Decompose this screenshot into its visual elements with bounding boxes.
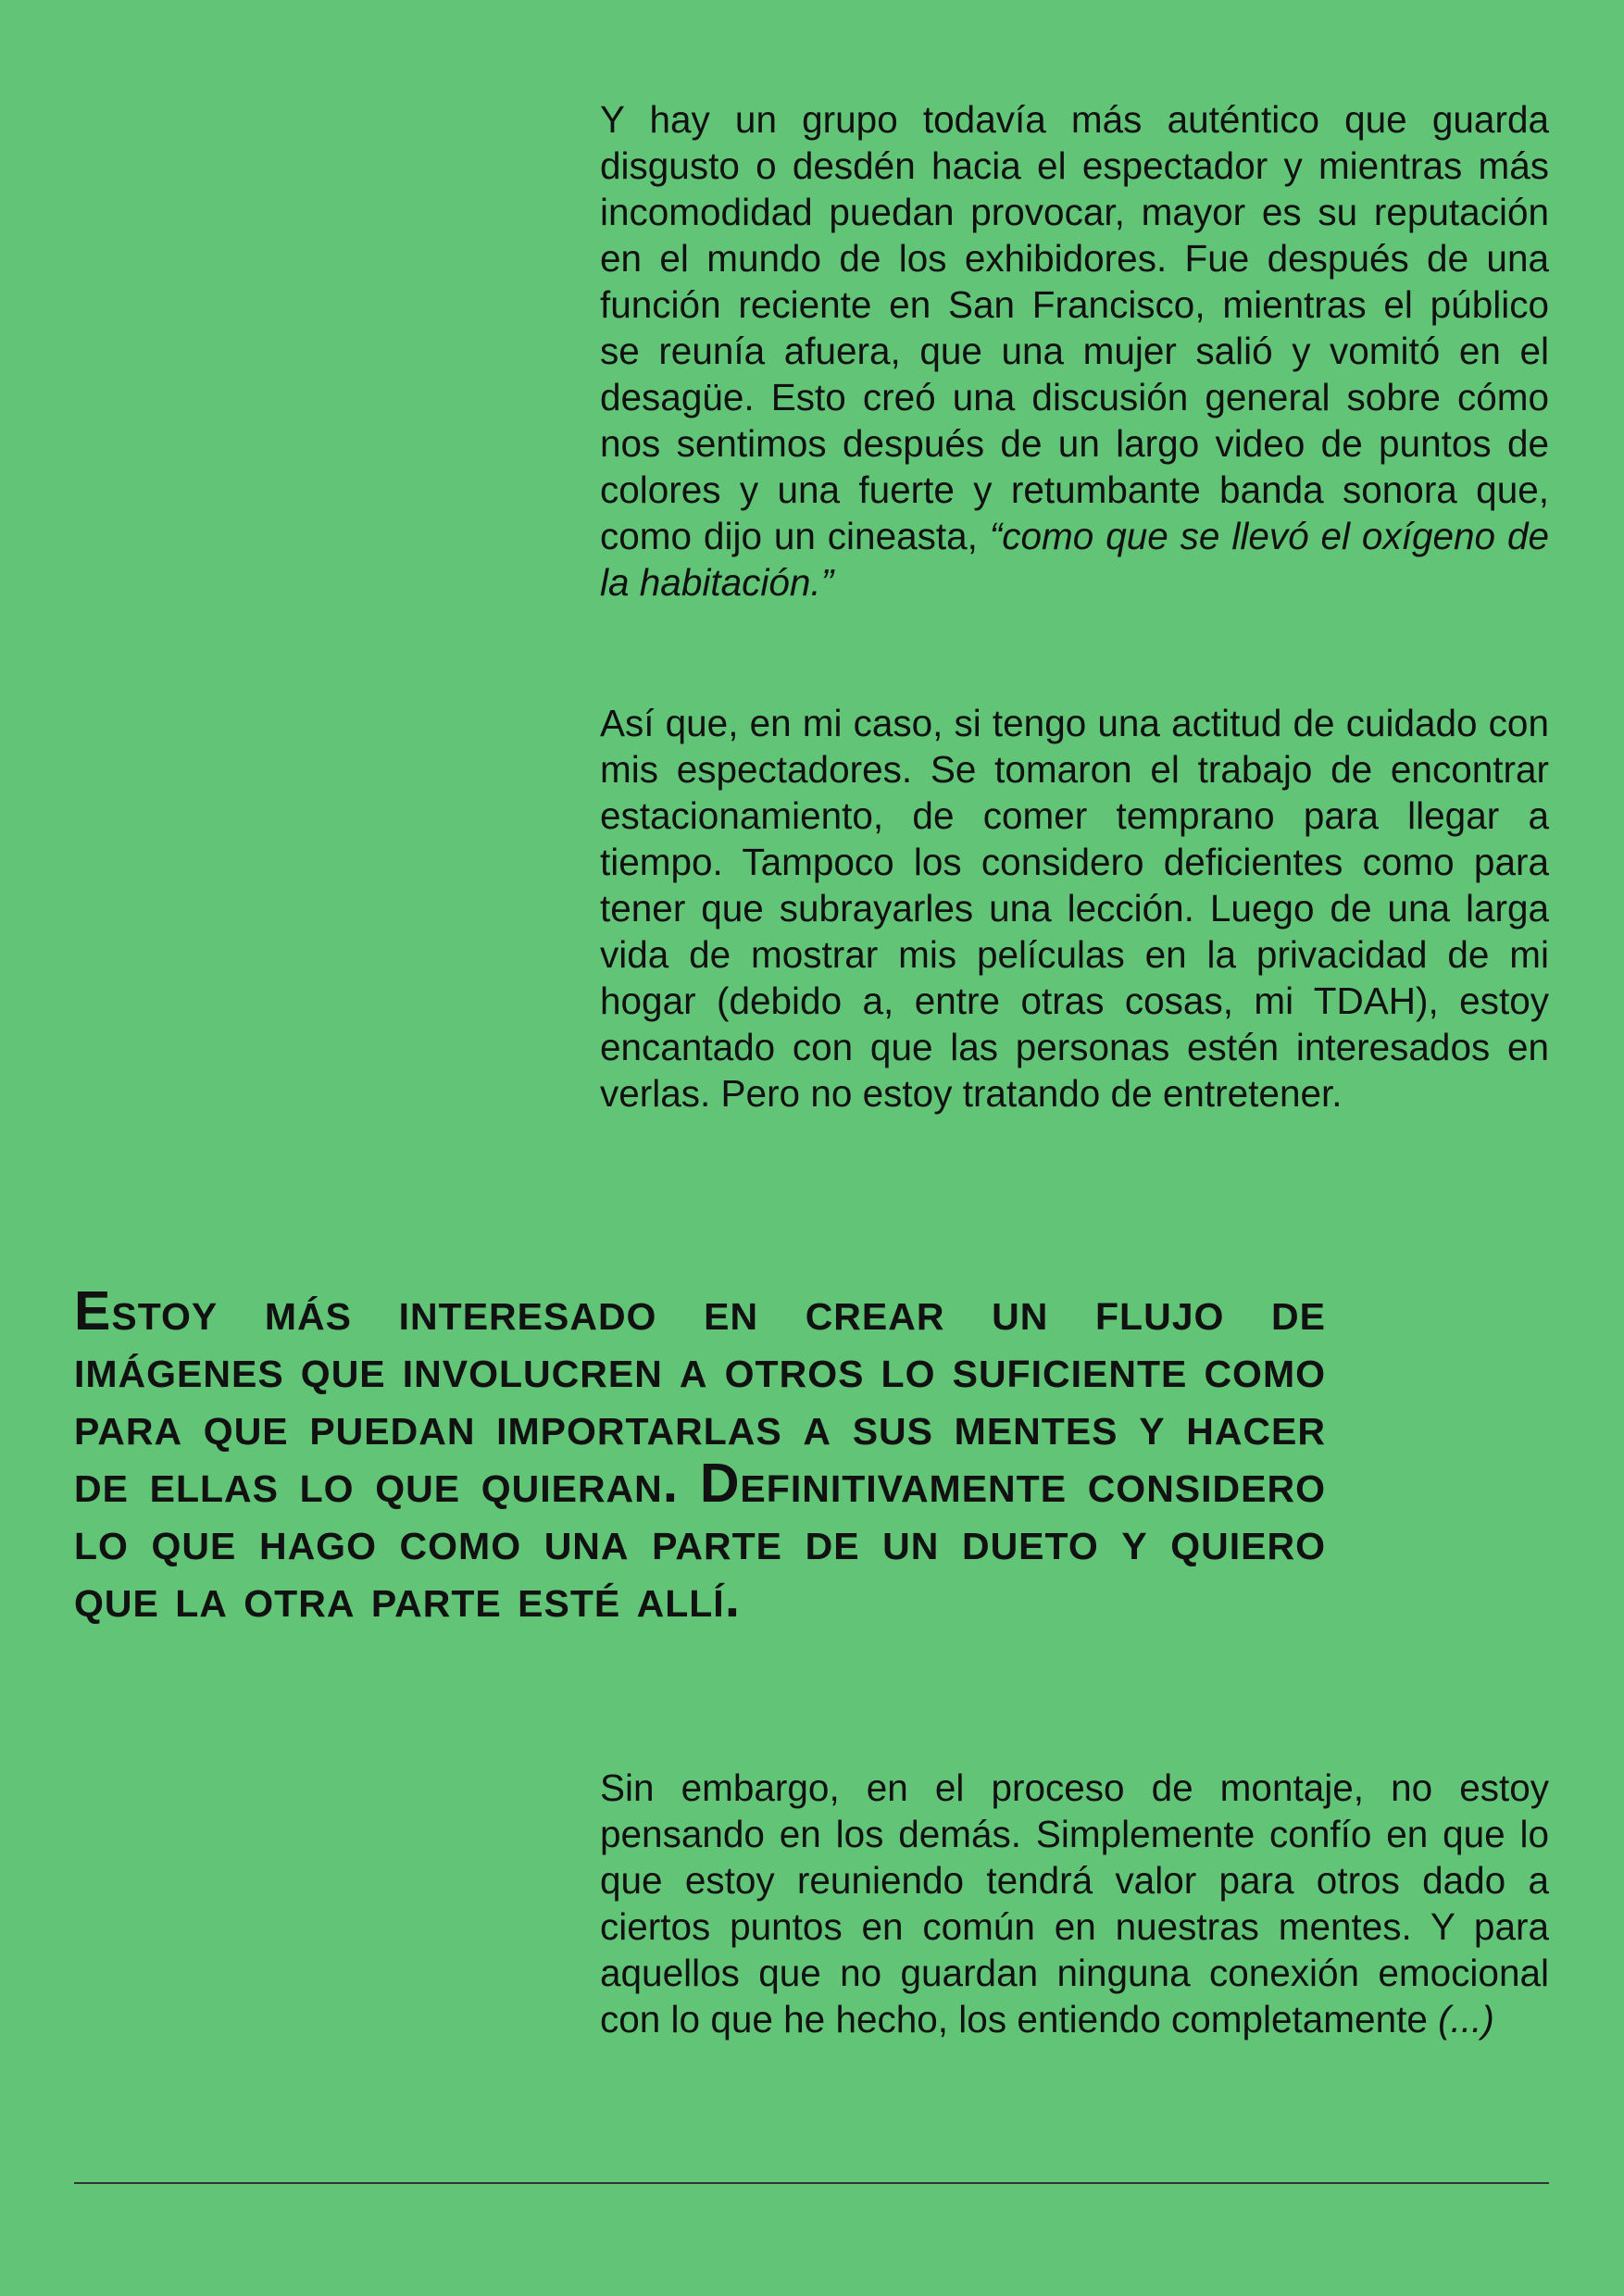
paragraph-1-quote: “como que se llevó el oxígeno de la habitación.” [600, 515, 1549, 604]
pull-quote-initial-1: E [74, 1280, 112, 1341]
body-paragraph-1 [600, 96, 1549, 605]
pull-quote-initial-2: D [699, 1453, 741, 1514]
pull-quote-sentence-1: stoy más interesado en crear un flujo de imágenes que involucren a otros lo suficiente como para que puedan importarlas a sus mentes y hacer de ellas lo que quieran. [74, 1280, 1326, 1514]
body-paragraph-3 [600, 1765, 1549, 2042]
paragraph-3-text: Sin embargo, en el proceso de montaje, no estoy pensando en los demás. Simplemente confío en que lo que estoy reuniendo tendrá valor para otros dado a ciertos puntos en común en nuestras mentes. Y para aquellos que no guardan ninguna conexión emocional con lo que he hecho, los entiendo completamente [600, 1766, 1549, 2040]
paragraph-1-text: Y hay un grupo todavía más auténtico que guarda disgusto o desdén hacia el espectador y mientras más incomodidad puedan provocar, mayor es su reputación en el mundo de los exhibidores. Fue después de una función reciente en San Francisco, mientras el público se reunía afuera, que una mujer salió y vomitó en el desagüe. Esto creó una discusión general sobre cómo nos sentimos después de un largo video de puntos de colores y una fuerte y retumbante banda sonora que, como dijo un cineasta, [600, 98, 1549, 557]
paragraph-3-ellipsis: (...) [1438, 1998, 1494, 2040]
paragraph-2-text: Así que, en mi caso, si tengo una actitud de cuidado con mis espectadores. Se tomaron el trabajo de encontrar estacionamiento, de comer temprano para llegar a tiempo. Tampoco los considero deficientes como para tener que subrayarles una lección. Luego de una larga vida de mostrar mis películas en la privacidad de mi hogar (debido a, entre otras cosas, mi TDAH), estoy encantado con que las personas estén interesados en verlas. Pero no estoy tratando de entretener. [600, 702, 1549, 1115]
pull-quote [74, 1282, 1326, 1627]
pull-quote-sentence-2: efinitivamente considero lo que hago como una parte de un dueto y quiero que la otra parte esté allí. [74, 1453, 1326, 1628]
bottom-divider [74, 2182, 1549, 2184]
body-paragraph-2 [600, 700, 1549, 1117]
